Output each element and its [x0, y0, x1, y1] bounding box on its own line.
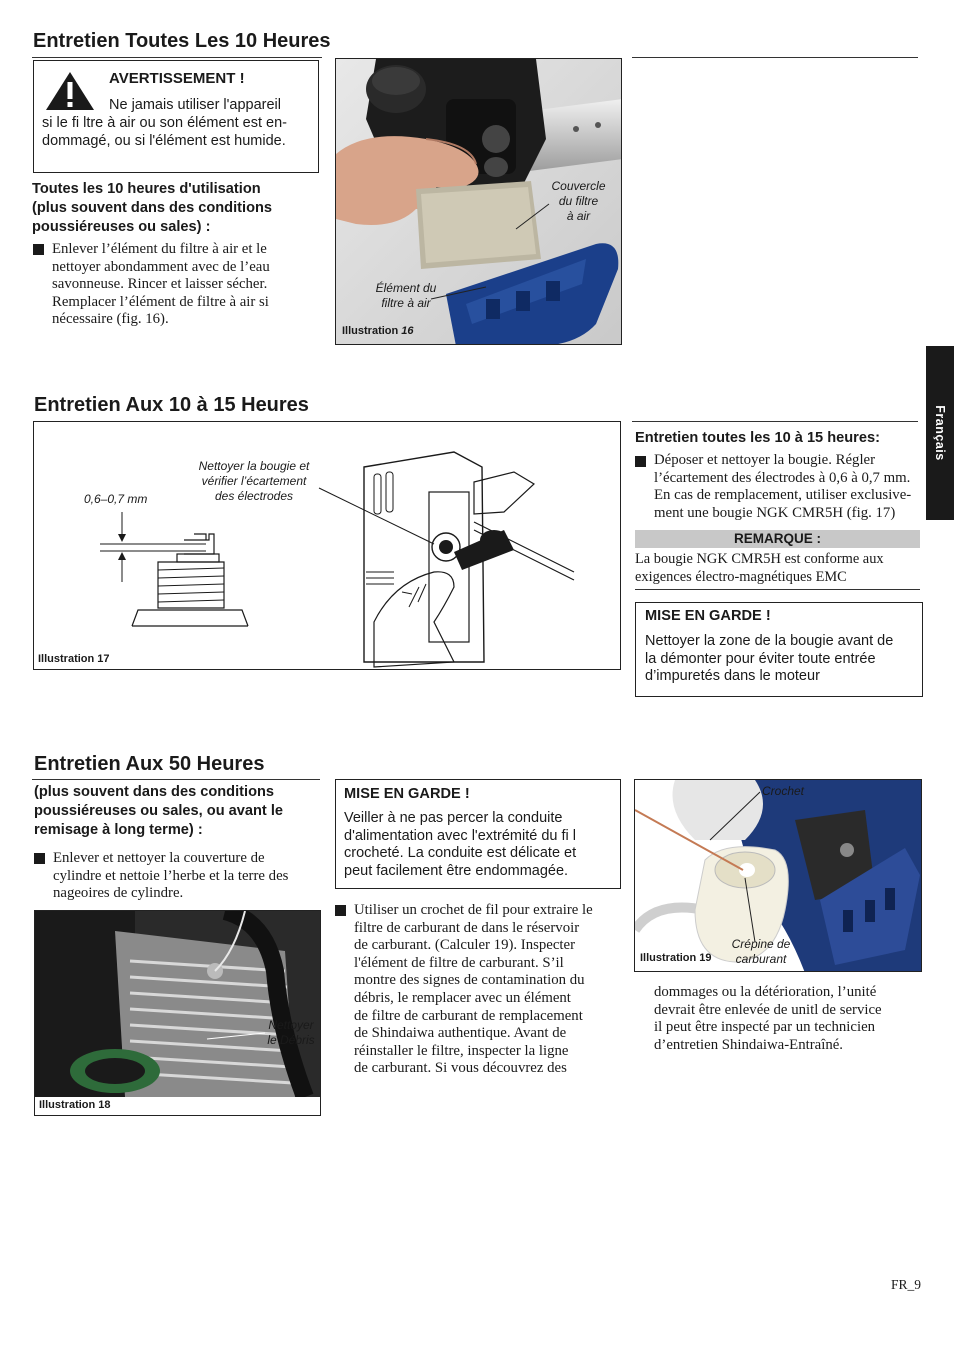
caution-title: MISE EN GARDE !	[344, 786, 470, 802]
title-rule	[632, 421, 918, 422]
warning-title: AVERTISSEMENT !	[109, 70, 245, 87]
note-text: La bougie NGK CMR5H est conforme aux exigences électro-magnétiques EMC	[635, 551, 884, 585]
label-clean-debris: Nettoyer le Débris	[267, 1018, 315, 1047]
warning-box	[33, 60, 319, 173]
air-filter-instruction: Enlever l’élément du filtre à air et le nettoyer abondamment avec de l’eau savonneuse. Rincer et laisser sécher. Remplacer l’élément de filtre à air si nécessaire (fig. 16).	[52, 241, 270, 328]
caution-box	[635, 602, 923, 697]
section-title-10h: Entretien Toutes Les 10 Heures	[33, 30, 331, 52]
spark-plug-diagram	[34, 422, 622, 671]
interval-subhead: Toutes les 10 heures d'utilisation (plus souvent dans des conditions poussiéreuses ou sales) :	[32, 181, 273, 235]
caution-text: Veiller à ne pas percer la conduite d'alimentation avec l'extrémité du fi l crocheté. La conduite est délicate et peut facilement être endommagée.	[344, 810, 577, 879]
cylinder-cleaning-instruction: Enlever et nettoyer la couverture de cylindre et nettoie l’herbe et la terre des nageoires de cylindre.	[53, 850, 289, 902]
title-rule	[32, 779, 320, 780]
label-filter-element: Élément du filtre à air	[375, 281, 437, 310]
section-title-50h: Entretien Aux 50 Heures	[34, 753, 265, 775]
interval-subhead: (plus souvent dans des conditions poussiéreuses ou sales, ou avant le remisage à long terme) :	[34, 784, 284, 838]
title-rule	[632, 57, 918, 58]
warning-text: dommagé, ou si l'élément est humide.	[42, 133, 286, 149]
title-rule	[32, 57, 322, 58]
caution-title: MISE EN GARDE !	[645, 608, 771, 624]
bullet-marker	[635, 456, 646, 467]
caution-box	[335, 779, 621, 889]
fuel-filter-continued: dommages ou la détérioration, l’unité devrait être enlevée de unitl de service il peut être inspecté par un technicien d’entretien Shindaiwa-Entraîné.	[654, 984, 882, 1053]
bullet-marker	[34, 853, 45, 864]
language-side-tab	[926, 346, 954, 520]
spark-plug-instruction: Déposer et nettoyer la bougie. Régler l’écartement des électrodes à 0,6 à 0,7 mm. En cas de remplacement, utiliser exclusive- ment une bougie NGK CMR5H (fig. 17)	[654, 452, 912, 521]
label-electrode-gap: 0,6–0,7 mm	[84, 492, 148, 506]
label-clean-plug: Nettoyer la bougie et vérifier l’écartement des électrodes	[198, 459, 310, 503]
interval-subhead: Entretien toutes les 10 à 15 heures:	[635, 430, 880, 446]
illustration-16-caption: Illustration 16	[342, 325, 414, 337]
warning-text: si le fi ltre à air ou son élément est en-	[42, 115, 288, 131]
illustration-19-caption: Illustration 19	[640, 952, 712, 964]
label-hook: Crochet	[762, 784, 805, 798]
note-header: REMARQUE :	[635, 530, 920, 548]
illustration-19-photo	[634, 779, 922, 972]
label-filter-cover: Couvercle du filtre à air	[551, 179, 606, 223]
bullet-marker	[335, 905, 346, 916]
illustration-17-frame	[33, 421, 621, 670]
warning-text: Ne jamais utiliser l'appareil	[109, 97, 282, 113]
note-rule	[635, 589, 920, 590]
page-number: FR_9	[891, 1277, 922, 1292]
illustration-18-caption: Illustration 18	[39, 1099, 111, 1111]
illustration-17-caption: Illustration 17	[38, 653, 110, 665]
bullet-marker	[33, 244, 44, 255]
warning-triangle-icon	[45, 71, 95, 111]
label-fuel-strainer: Crépine de carburant	[731, 937, 791, 966]
fuel-filter-instruction: Utiliser un crochet de fil pour extraire le filtre de carburant de dans le réservoir de carburant. (Calculer 19). Inspecter l'élément de filtre de carburant. S’il montre des signes de contamination du débris, le remplacer avec un élément de filtre de carburant de remplacement de Shindaiwa authentique. Avant de réinstaller le filtre, inspecter la ligne de carburant. Si vous découvrez des	[354, 902, 593, 1077]
section-title-10-15h: Entretien Aux 10 à 15 Heures	[34, 394, 309, 416]
cylinder-fins-image	[35, 911, 321, 1097]
illustration-16-photo	[335, 58, 622, 345]
language-label: Français	[933, 405, 947, 461]
illustration-18-photo	[34, 910, 321, 1116]
caution-text: Nettoyer la zone de la bougie avant de la démonter pour éviter toute entrée d’impuretés dans le moteur	[645, 633, 894, 685]
